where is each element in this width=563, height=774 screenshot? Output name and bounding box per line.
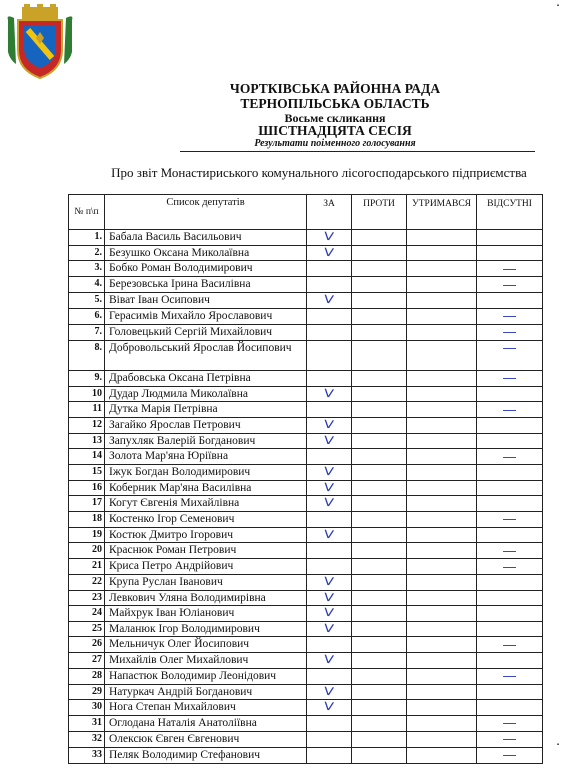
table-row bbox=[69, 621, 543, 637]
table-row bbox=[69, 230, 543, 246]
row-number: 29 bbox=[69, 684, 105, 700]
vote-absent-cell bbox=[477, 559, 543, 575]
session-title: ШІСТНАДЦЯТА СЕСІЯ bbox=[258, 123, 412, 138]
scan-speck: ▪ bbox=[556, 3, 559, 9]
check-mark-icon: V bbox=[323, 621, 335, 635]
dash-mark-icon bbox=[503, 410, 516, 411]
vote-against-cell bbox=[352, 293, 407, 309]
vote-abstain-cell bbox=[407, 293, 477, 309]
vote-against-cell bbox=[352, 449, 407, 465]
table-row bbox=[69, 386, 543, 402]
vote-against-cell bbox=[352, 308, 407, 324]
table-row bbox=[69, 543, 543, 559]
deputy-name: Михайлів Олег Михайлович bbox=[105, 653, 307, 669]
vote-against-cell bbox=[352, 496, 407, 512]
deputy-name: Нога Степан Михайлович bbox=[105, 700, 307, 716]
vote-table bbox=[68, 194, 543, 764]
vote-against-cell bbox=[352, 386, 407, 402]
dash-mark-icon bbox=[503, 378, 516, 379]
vote-for-cell bbox=[307, 653, 352, 669]
row-number: 26 bbox=[69, 637, 105, 653]
vote-against-cell bbox=[352, 637, 407, 653]
dash-mark-icon bbox=[503, 739, 516, 740]
row-number: 15 bbox=[69, 465, 105, 481]
vote-against-cell bbox=[352, 543, 407, 559]
vote-against-cell bbox=[352, 418, 407, 434]
row-number: 20 bbox=[69, 543, 105, 559]
table-row bbox=[69, 449, 543, 465]
check-mark-icon: V bbox=[323, 574, 335, 589]
vote-absent-cell bbox=[477, 590, 543, 606]
vote-absent-cell bbox=[477, 480, 543, 496]
vote-absent-cell bbox=[477, 621, 543, 637]
vote-against-cell bbox=[352, 715, 407, 731]
vote-for-cell bbox=[307, 606, 352, 622]
row-number: 30 bbox=[69, 700, 105, 716]
deputy-name: Добровольський Ярослав Йосипович bbox=[105, 340, 307, 370]
deputy-name: Коберник Мар'яна Василівна bbox=[105, 480, 307, 496]
vote-for-cell bbox=[307, 543, 352, 559]
row-number: 18 bbox=[69, 511, 105, 527]
vote-against-cell bbox=[352, 527, 407, 543]
check-mark-icon: V bbox=[323, 229, 335, 244]
deputy-name: Драбовська Оксана Петрівна bbox=[105, 370, 307, 386]
vote-absent-cell bbox=[477, 715, 543, 731]
vote-abstain-cell bbox=[407, 261, 477, 277]
vote-against-cell bbox=[352, 747, 407, 763]
vote-abstain-cell bbox=[407, 731, 477, 747]
vote-for-cell bbox=[307, 402, 352, 418]
table-row bbox=[69, 700, 543, 716]
vote-against-cell bbox=[352, 433, 407, 449]
col-absent-header: ВІДСУТНІ bbox=[477, 195, 543, 230]
table-row bbox=[69, 747, 543, 763]
deputy-name: Краснюк Роман Петрович bbox=[105, 543, 307, 559]
table-row bbox=[69, 684, 543, 700]
vote-for-cell bbox=[307, 527, 352, 543]
vote-for-cell bbox=[307, 245, 352, 261]
deputy-name: Маланюк Ігор Володимирович bbox=[105, 621, 307, 637]
vote-for-cell bbox=[307, 637, 352, 653]
vote-abstain-cell bbox=[407, 527, 477, 543]
row-number: 25 bbox=[69, 621, 105, 637]
vote-against-cell bbox=[352, 700, 407, 716]
deputy-name: Костюк Дмитро Ігорович bbox=[105, 527, 307, 543]
deputy-name: Загайко Ярослав Петрович bbox=[105, 418, 307, 434]
vote-against-cell bbox=[352, 653, 407, 669]
vote-against-cell bbox=[352, 261, 407, 277]
vote-abstain-cell bbox=[407, 308, 477, 324]
table-row bbox=[69, 606, 543, 622]
deputy-name: Дудар Людмила Миколаївна bbox=[105, 386, 307, 402]
check-mark-icon: V bbox=[323, 652, 335, 667]
row-number: 14 bbox=[69, 449, 105, 465]
vote-for-cell bbox=[307, 465, 352, 481]
table-row bbox=[69, 324, 543, 340]
vote-absent-cell bbox=[477, 527, 543, 543]
deputy-name: Герасимів Михайло Ярославович bbox=[105, 308, 307, 324]
deputy-name: Натуркач Андрій Богданович bbox=[105, 684, 307, 700]
deputy-name: Іжук Богдан Володимирович bbox=[105, 465, 307, 481]
deputy-name: Березовська Ірина Василівна bbox=[105, 277, 307, 293]
vote-against-cell bbox=[352, 480, 407, 496]
row-number: 8. bbox=[69, 340, 105, 370]
deputy-name: Бобко Роман Володимирович bbox=[105, 261, 307, 277]
dash-mark-icon bbox=[503, 519, 516, 520]
vote-abstain-cell bbox=[407, 590, 477, 606]
vote-abstain-cell bbox=[407, 668, 477, 684]
vote-abstain-cell bbox=[407, 715, 477, 731]
vote-for-cell bbox=[307, 230, 352, 246]
vote-absent-cell bbox=[477, 575, 543, 591]
table-row bbox=[69, 575, 543, 591]
col-names-header: Список депутатів bbox=[105, 195, 307, 230]
check-mark-icon: V bbox=[323, 480, 335, 494]
vote-absent-cell bbox=[477, 370, 543, 386]
vote-for-cell bbox=[307, 590, 352, 606]
dash-mark-icon bbox=[503, 567, 516, 568]
vote-absent-cell bbox=[477, 684, 543, 700]
deputy-name: Левкович Уляна Володимирівна bbox=[105, 590, 307, 606]
dash-mark-icon bbox=[503, 645, 516, 646]
vote-absent-cell bbox=[477, 606, 543, 622]
vote-absent-cell bbox=[477, 465, 543, 481]
row-number: 11 bbox=[69, 402, 105, 418]
vote-for-cell bbox=[307, 496, 352, 512]
vote-for-cell bbox=[307, 324, 352, 340]
table-row bbox=[69, 731, 543, 747]
vote-abstain-cell bbox=[407, 370, 477, 386]
vote-abstain-cell bbox=[407, 559, 477, 575]
dash-mark-icon bbox=[503, 285, 516, 286]
vote-for-cell bbox=[307, 261, 352, 277]
check-mark-icon: V bbox=[323, 605, 335, 620]
deputy-name: Костенко Ігор Семенович bbox=[105, 511, 307, 527]
dash-mark-icon bbox=[503, 332, 516, 333]
table-row bbox=[69, 465, 543, 481]
vote-against-cell bbox=[352, 340, 407, 370]
col-for-header: ЗА bbox=[307, 195, 352, 230]
vote-absent-cell bbox=[477, 340, 543, 370]
vote-absent-cell bbox=[477, 668, 543, 684]
row-number: 7. bbox=[69, 324, 105, 340]
vote-for-cell bbox=[307, 715, 352, 731]
row-number: 12 bbox=[69, 418, 105, 434]
row-number: 17 bbox=[69, 496, 105, 512]
vote-for-cell bbox=[307, 480, 352, 496]
vote-abstain-cell bbox=[407, 480, 477, 496]
table-row bbox=[69, 480, 543, 496]
vote-absent-cell bbox=[477, 418, 543, 434]
vote-abstain-cell bbox=[407, 606, 477, 622]
check-mark-icon: V bbox=[323, 417, 335, 432]
table-row bbox=[69, 277, 543, 293]
vote-absent-cell bbox=[477, 324, 543, 340]
convocation-title: Восьме скликання bbox=[284, 111, 386, 125]
vote-against-cell bbox=[352, 230, 407, 246]
dash-mark-icon bbox=[503, 551, 516, 552]
table-row bbox=[69, 261, 543, 277]
vote-abstain-cell bbox=[407, 230, 477, 246]
row-number: 6. bbox=[69, 308, 105, 324]
row-number: 19 bbox=[69, 527, 105, 543]
table-row bbox=[69, 559, 543, 575]
vote-absent-cell bbox=[477, 653, 543, 669]
vote-against-cell bbox=[352, 245, 407, 261]
table-row bbox=[69, 370, 543, 386]
header-divider bbox=[180, 151, 535, 152]
table-row bbox=[69, 527, 543, 543]
col-num-header: № п\п bbox=[69, 195, 105, 230]
deputy-name: Напастюк Володимир Леонідович bbox=[105, 668, 307, 684]
check-mark-icon: V bbox=[323, 684, 335, 698]
check-mark-icon: V bbox=[323, 245, 335, 259]
row-number: 3. bbox=[69, 261, 105, 277]
vote-against-cell bbox=[352, 559, 407, 575]
table-row bbox=[69, 293, 543, 309]
table-body bbox=[69, 230, 543, 764]
vote-abstain-cell bbox=[407, 621, 477, 637]
vote-for-cell bbox=[307, 293, 352, 309]
vote-abstain-cell bbox=[407, 277, 477, 293]
table-row bbox=[69, 308, 543, 324]
deputy-name: Мельничук Олег Йосипович bbox=[105, 637, 307, 653]
deputy-name: Головецький Сергій Михайлович bbox=[105, 324, 307, 340]
vote-subject: Про звіт Монастириського комунального лісогосподарського підприємства bbox=[111, 165, 527, 180]
row-number: 2. bbox=[69, 245, 105, 261]
vote-absent-cell bbox=[477, 449, 543, 465]
vote-against-cell bbox=[352, 402, 407, 418]
deputy-name: Когут Євгенія Михайлівна bbox=[105, 496, 307, 512]
table-row bbox=[69, 590, 543, 606]
vote-for-cell bbox=[307, 433, 352, 449]
dash-mark-icon bbox=[503, 348, 516, 349]
table-row bbox=[69, 715, 543, 731]
deputy-name: Дутка Марія Петрівна bbox=[105, 402, 307, 418]
deputy-name: Криса Петро Андрійович bbox=[105, 559, 307, 575]
vote-for-cell bbox=[307, 575, 352, 591]
vote-for-cell bbox=[307, 747, 352, 763]
vote-against-cell bbox=[352, 465, 407, 481]
check-mark-icon: V bbox=[323, 699, 335, 714]
vote-for-cell bbox=[307, 340, 352, 370]
row-number: 22 bbox=[69, 575, 105, 591]
vote-abstain-cell bbox=[407, 402, 477, 418]
vote-absent-cell bbox=[477, 637, 543, 653]
dash-mark-icon bbox=[503, 457, 516, 458]
vote-abstain-cell bbox=[407, 340, 477, 370]
vote-abstain-cell bbox=[407, 245, 477, 261]
table-row bbox=[69, 402, 543, 418]
deputy-name: Пеляк Володимир Стефанович bbox=[105, 747, 307, 763]
vote-abstain-cell bbox=[407, 386, 477, 402]
vote-against-cell bbox=[352, 511, 407, 527]
row-number: 32 bbox=[69, 731, 105, 747]
vote-abstain-cell bbox=[407, 653, 477, 669]
vote-for-cell bbox=[307, 731, 352, 747]
vote-absent-cell bbox=[477, 308, 543, 324]
vote-for-cell bbox=[307, 511, 352, 527]
table-row bbox=[69, 496, 543, 512]
region-title: ТЕРНОПІЛЬСЬКА ОБЛАСТЬ bbox=[240, 96, 430, 111]
council-title: ЧОРТКІВСЬКА РАЙОННА РАДА bbox=[229, 81, 441, 96]
row-number: 24 bbox=[69, 606, 105, 622]
vote-against-cell bbox=[352, 370, 407, 386]
vote-against-cell bbox=[352, 621, 407, 637]
table-row bbox=[69, 433, 543, 449]
vote-absent-cell bbox=[477, 402, 543, 418]
vote-abstain-cell bbox=[407, 700, 477, 716]
vote-abstain-cell bbox=[407, 575, 477, 591]
check-mark-icon: V bbox=[323, 590, 335, 604]
deputy-name: Крупа Руслан Іванович bbox=[105, 575, 307, 591]
vote-against-cell bbox=[352, 684, 407, 700]
deputy-name: Майхрук Іван Юліанович bbox=[105, 606, 307, 622]
table-row bbox=[69, 418, 543, 434]
vote-abstain-cell bbox=[407, 324, 477, 340]
vote-abstain-cell bbox=[407, 684, 477, 700]
vote-against-cell bbox=[352, 668, 407, 684]
vote-for-cell bbox=[307, 370, 352, 386]
vote-for-cell bbox=[307, 668, 352, 684]
row-number: 9. bbox=[69, 370, 105, 386]
check-mark-icon: V bbox=[323, 464, 335, 479]
coat-of-arms-icon bbox=[6, 4, 74, 82]
vote-against-cell bbox=[352, 277, 407, 293]
vote-against-cell bbox=[352, 590, 407, 606]
vote-for-cell bbox=[307, 418, 352, 434]
vote-absent-cell bbox=[477, 496, 543, 512]
col-abstain-header: УТРИМАВСЯ bbox=[407, 195, 477, 230]
table-row bbox=[69, 245, 543, 261]
vote-absent-cell bbox=[477, 747, 543, 763]
vote-for-cell bbox=[307, 386, 352, 402]
check-mark-icon: V bbox=[323, 292, 335, 307]
deputy-name: Запухляк Валерій Богданович bbox=[105, 433, 307, 449]
vote-abstain-cell bbox=[407, 418, 477, 434]
row-number: 23 bbox=[69, 590, 105, 606]
vote-for-cell bbox=[307, 277, 352, 293]
vote-abstain-cell bbox=[407, 465, 477, 481]
vote-absent-cell bbox=[477, 261, 543, 277]
vote-absent-cell bbox=[477, 511, 543, 527]
vote-abstain-cell bbox=[407, 747, 477, 763]
scan-speck: ▪ bbox=[556, 742, 559, 748]
row-number: 4. bbox=[69, 277, 105, 293]
check-mark-icon: V bbox=[323, 386, 335, 400]
vote-for-cell bbox=[307, 449, 352, 465]
vote-abstain-cell bbox=[407, 449, 477, 465]
vote-absent-cell bbox=[477, 731, 543, 747]
row-number: 1. bbox=[69, 230, 105, 246]
col-against-header: ПРОТИ bbox=[352, 195, 407, 230]
vote-abstain-cell bbox=[407, 433, 477, 449]
check-mark-icon: V bbox=[323, 527, 335, 541]
row-number: 33 bbox=[69, 747, 105, 763]
table-row bbox=[69, 340, 543, 370]
row-number: 28 bbox=[69, 668, 105, 684]
row-number: 13 bbox=[69, 433, 105, 449]
vote-against-cell bbox=[352, 731, 407, 747]
deputy-name: Віват Іван Осипович bbox=[105, 293, 307, 309]
dash-mark-icon bbox=[503, 316, 516, 317]
vote-absent-cell bbox=[477, 293, 543, 309]
table-row bbox=[69, 511, 543, 527]
dash-mark-icon bbox=[503, 723, 516, 724]
results-title: Результати поіменного голосування bbox=[254, 138, 416, 149]
deputy-name: Бабала Василь Васильович bbox=[105, 230, 307, 246]
vote-for-cell bbox=[307, 308, 352, 324]
vote-absent-cell bbox=[477, 230, 543, 246]
row-number: 27 bbox=[69, 653, 105, 669]
dash-mark-icon bbox=[503, 269, 516, 270]
vote-for-cell bbox=[307, 621, 352, 637]
vote-abstain-cell bbox=[407, 637, 477, 653]
vote-abstain-cell bbox=[407, 511, 477, 527]
vote-for-cell bbox=[307, 700, 352, 716]
deputy-name: Безушко Оксана Миколаївна bbox=[105, 245, 307, 261]
vote-absent-cell bbox=[477, 700, 543, 716]
check-mark-icon: V bbox=[323, 495, 335, 510]
vote-absent-cell bbox=[477, 245, 543, 261]
vote-for-cell bbox=[307, 684, 352, 700]
vote-absent-cell bbox=[477, 277, 543, 293]
deputy-name: Золота Мар'яна Юріївна bbox=[105, 449, 307, 465]
deputy-name: Оглодана Наталія Анатоліївна bbox=[105, 715, 307, 731]
check-mark-icon: V bbox=[323, 433, 335, 447]
row-number: 31 bbox=[69, 715, 105, 731]
row-number: 10 bbox=[69, 386, 105, 402]
dash-mark-icon bbox=[503, 676, 516, 677]
row-number: 16 bbox=[69, 480, 105, 496]
vote-for-cell bbox=[307, 559, 352, 575]
vote-absent-cell bbox=[477, 433, 543, 449]
deputy-name: Олексюк Євген Євгенович bbox=[105, 731, 307, 747]
vote-against-cell bbox=[352, 606, 407, 622]
vote-absent-cell bbox=[477, 386, 543, 402]
vote-absent-cell bbox=[477, 543, 543, 559]
table-row bbox=[69, 653, 543, 669]
table-header-row bbox=[69, 195, 543, 230]
vote-against-cell bbox=[352, 575, 407, 591]
vote-abstain-cell bbox=[407, 543, 477, 559]
row-number: 5. bbox=[69, 293, 105, 309]
vote-against-cell bbox=[352, 324, 407, 340]
vote-abstain-cell bbox=[407, 496, 477, 512]
row-number: 21 bbox=[69, 559, 105, 575]
table-row bbox=[69, 637, 543, 653]
table-row bbox=[69, 668, 543, 684]
dash-mark-icon bbox=[503, 755, 516, 756]
